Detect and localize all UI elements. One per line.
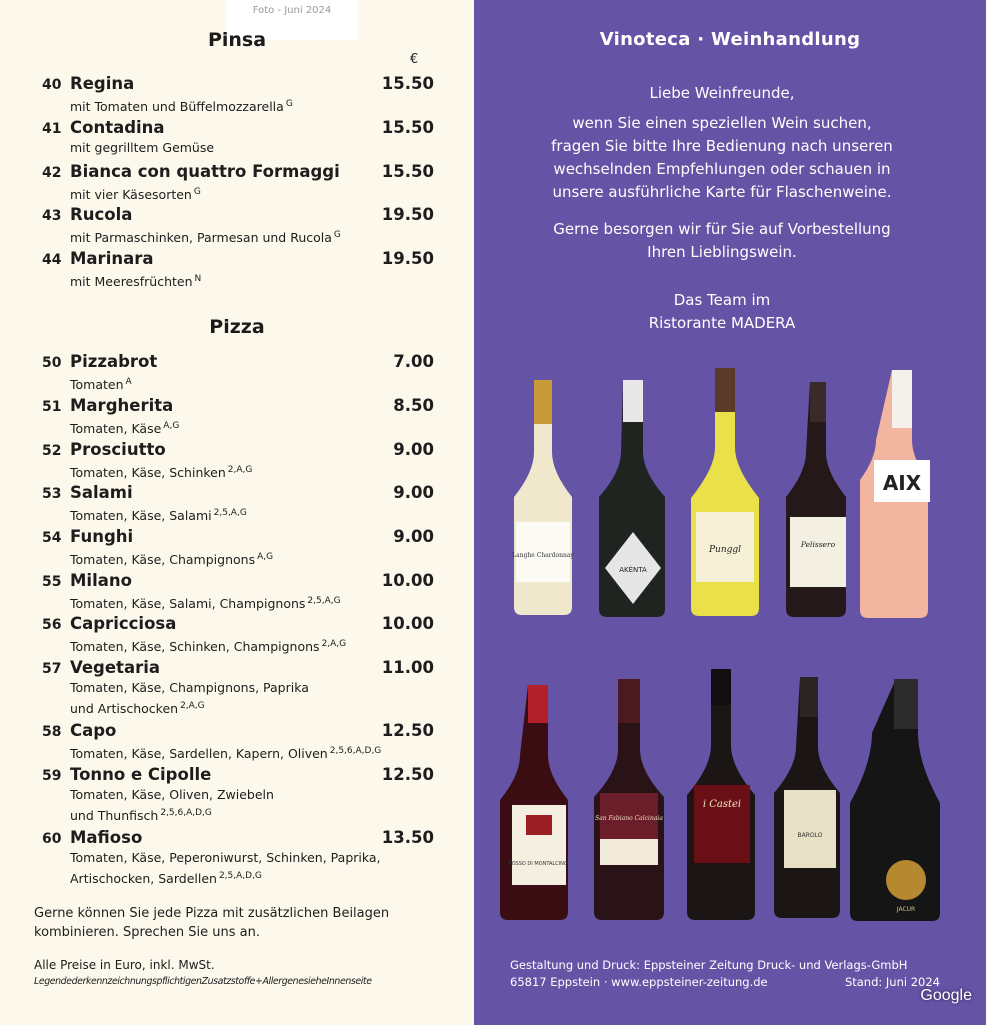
item-price: 15.50 <box>381 118 434 137</box>
item-description: mit gegrilltem Gemüse <box>70 140 215 155</box>
item-number: 54 <box>42 530 62 546</box>
item-description-line: Artischocken, Sardellen $^{2,5,A,D,G}$ <box>70 871 262 886</box>
greeting: Liebe Weinfreunde, <box>649 84 795 102</box>
item-name: Margherita <box>70 396 174 415</box>
item-name: Rucola <box>70 205 133 224</box>
item-description: mit vier Käsesorten $^G$ <box>70 187 201 202</box>
item-description: Tomaten, Käse, Champignons $^{A,G}$ <box>70 552 274 567</box>
wine-bottle-icon <box>599 380 665 617</box>
intro-line: wenn Sie einen speziellen Wein suchen, <box>572 114 872 132</box>
svg-text:Punggl: Punggl <box>708 545 742 555</box>
item-number: 50 <box>42 355 62 371</box>
allergen-codes: A <box>125 377 132 387</box>
item-price: 12.50 <box>381 721 434 740</box>
item-description <box>70 679 410 718</box>
allergen-codes: 2,5,6,A,D,G <box>329 746 382 756</box>
item-description: Tomaten, Käse, Schinken, Champignons $^{2,A,G}$ <box>70 639 347 654</box>
currency-symbol: € <box>410 52 419 67</box>
google-watermark: Google <box>920 987 972 1004</box>
svg-text:San Fabiano Calcinaia: San Fabiano Calcinaia <box>595 815 663 822</box>
item-number: 43 <box>42 208 62 224</box>
item-price: 9.00 <box>393 483 434 502</box>
item-description <box>70 786 410 825</box>
item-description: mit Tomaten und Büffelmozzarella $^G$ <box>70 99 293 114</box>
allergen-codes: G <box>333 230 341 240</box>
allergen-codes: A,G <box>257 552 274 562</box>
extras-note-line-1: Gerne können Sie jede Pizza mit zusätzlichen Beilagen <box>34 906 390 921</box>
item-number: 57 <box>42 661 62 677</box>
credit-line-2 <box>510 974 940 991</box>
item-name: Regina <box>70 74 135 93</box>
preorder-line: Gerne besorgen wir für Sie auf Vorbestellung <box>553 220 891 238</box>
credit-address: 65817 Eppstein · www.eppsteiner-zeitung.de <box>510 975 768 989</box>
item-price: 15.50 <box>381 162 434 181</box>
section-title-pizza: Pizza <box>209 316 265 338</box>
item-name: Prosciutto <box>70 440 166 459</box>
wine-bottle-icon <box>860 370 930 618</box>
svg-text:Pelissero: Pelissero <box>800 540 836 549</box>
wine-bottle-icon <box>594 679 664 920</box>
intro-line: unsere ausführliche Karte für Flaschenweine. <box>552 183 892 201</box>
preorder-line: Ihren Lieblingswein. <box>647 243 797 261</box>
item-price: 9.00 <box>393 527 434 546</box>
item-description: mit Parmaschinken, Parmesan und Rucola $^G$ <box>70 230 341 245</box>
item-description-line: und Thunfisch $^{2,5,6,A,D,G}$ <box>70 808 212 823</box>
preorder-paragraph <box>474 218 970 264</box>
item-number: 41 <box>42 121 62 137</box>
item-price: 19.50 <box>381 249 434 268</box>
extras-note-line-2: kombinieren. Sprechen Sie uns an. <box>34 925 260 940</box>
allergen-codes: A,G <box>163 421 180 431</box>
photo-label: Foto - Juni 2024 <box>226 0 358 40</box>
signature-line: Das Team im <box>673 291 771 309</box>
item-number: 42 <box>42 165 62 181</box>
item-number: 56 <box>42 617 62 633</box>
item-description: mit Meeresfrüchten $^N$ <box>70 274 202 289</box>
item-name: Vegetaria <box>70 658 161 677</box>
item-number: 60 <box>42 831 62 847</box>
item-name: Contadina <box>70 118 165 137</box>
item-name: Tonno e Cipolle <box>70 765 212 784</box>
signature-line: Ristorante MADERA <box>648 314 796 332</box>
item-description-line: und Artischocken $^{2,A,G}$ <box>70 701 205 716</box>
item-description-line: Tomaten, Käse, Champignons, Paprika <box>70 680 309 695</box>
item-name: Capo <box>70 721 117 740</box>
item-name: Salami <box>70 483 133 502</box>
vinoteca-panel <box>474 0 986 1025</box>
svg-text:BAROLO: BAROLO <box>797 832 823 839</box>
allergen-codes: 2,5,A,G <box>307 596 341 606</box>
allergen-codes: N <box>194 274 202 284</box>
item-description: Tomaten, Käse $^{A,G}$ <box>70 421 180 436</box>
allergen-codes: 2,A,G <box>180 701 205 711</box>
vinoteca-title: Vinoteca · Weinhandlung <box>599 29 861 50</box>
svg-text:ROSSO DI MONTALCINO: ROSSO DI MONTALCINO <box>508 861 568 867</box>
allergen-codes: G <box>285 99 293 109</box>
allergen-codes: 2,A,G <box>321 639 347 649</box>
item-price: 11.00 <box>381 658 434 677</box>
wine-bottle-icon <box>691 368 759 616</box>
item-price: 8.50 <box>393 396 434 415</box>
item-name: Funghi <box>70 527 134 546</box>
item-number: 44 <box>42 252 62 268</box>
item-name: Bianca con quattro Formaggi <box>70 162 340 181</box>
intro-line: fragen Sie bitte Ihre Bedienung nach unseren <box>551 137 893 155</box>
item-number: 55 <box>42 574 62 590</box>
item-number: 51 <box>42 399 62 415</box>
extras-note <box>34 904 434 942</box>
item-description: Tomaten $^A$ <box>70 377 132 392</box>
wine-bottle-icon <box>786 382 846 617</box>
item-number: 40 <box>42 77 62 93</box>
svg-text:Langhe Chardonnay: Langhe Chardonnay <box>512 552 574 559</box>
item-price: 9.00 <box>393 440 434 459</box>
item-price: 12.50 <box>381 765 434 784</box>
wine-bottle-icon <box>512 380 574 615</box>
allergen-codes: 2,5,6,A,D,G <box>160 808 212 818</box>
item-description: Tomaten, Käse, Schinken $^{2,A,G}$ <box>70 465 253 480</box>
item-description-line: Tomaten, Käse, Oliven, Zwiebeln <box>70 787 274 802</box>
wine-bottle-icon <box>687 669 755 920</box>
item-price: 7.00 <box>393 352 434 371</box>
sparkling-bottle-icon <box>850 679 940 921</box>
item-name: Marinara <box>70 249 154 268</box>
wine-bottle-icon <box>774 677 840 918</box>
item-name: Pizzabrot <box>70 352 158 371</box>
intro-paragraph <box>474 112 970 204</box>
item-name: Capricciosa <box>70 614 177 633</box>
svg-text:i Castei: i Castei <box>702 799 742 810</box>
item-description-line: Tomaten, Käse, Peperoniwurst, Schinken, Paprika, <box>70 850 381 865</box>
wine-bottles-row-2 <box>474 665 986 935</box>
item-description <box>70 849 410 888</box>
item-description: Tomaten, Käse, Salami, Champignons $^{2,5,A,G}$ <box>70 596 341 611</box>
svg-text:AKÈNTA: AKÈNTA <box>619 566 647 574</box>
credit-line-1: Gestaltung und Druck: Eppsteiner Zeitung Druck- und Verlags-GmbH <box>510 958 908 972</box>
item-price: 10.00 <box>381 571 434 590</box>
allergen-codes: G <box>193 187 201 197</box>
prices-note: Alle Preise in Euro, inkl. MwSt. <box>34 958 215 972</box>
item-description: Tomaten, Käse, Sardellen, Kapern, Oliven $^{2,5,6,A,D,G}$ <box>70 746 382 761</box>
svg-text:AIX: AIX <box>882 471 922 495</box>
svg-text:JACUR: JACUR <box>896 906 916 913</box>
item-description: Tomaten, Käse, Salami $^{2,5,A,G}$ <box>70 508 247 523</box>
menu-column <box>0 0 474 1025</box>
wine-bottles-row-1 <box>474 362 986 632</box>
item-price: 15.50 <box>381 74 434 93</box>
allergen-codes: 2,A,G <box>227 465 253 475</box>
section-title-pinsa: Pinsa <box>207 29 267 51</box>
allergen-codes: 2,5,A,D,G <box>218 871 262 881</box>
item-name: Mafioso <box>70 828 143 847</box>
item-number: 53 <box>42 486 62 502</box>
item-number: 52 <box>42 443 62 459</box>
item-price: 10.00 <box>381 614 434 633</box>
legend-note: LegendederkennzeichnungspflichtigenZusatzstoffe+AllergenesieheInnenseite <box>34 976 372 987</box>
item-number: 58 <box>42 724 62 740</box>
intro-line: wechselnden Empfehlungen oder schauen in <box>553 160 891 178</box>
item-price: 19.50 <box>381 205 434 224</box>
item-price: 13.50 <box>381 828 434 847</box>
item-number: 59 <box>42 768 62 784</box>
wine-bottle-icon <box>500 685 568 920</box>
item-name: Milano <box>70 571 132 590</box>
allergen-codes: 2,5,A,G <box>213 508 247 518</box>
print-credit <box>510 957 940 991</box>
signature <box>474 289 970 335</box>
credit-date: Stand: Juni 2024 <box>844 975 940 989</box>
